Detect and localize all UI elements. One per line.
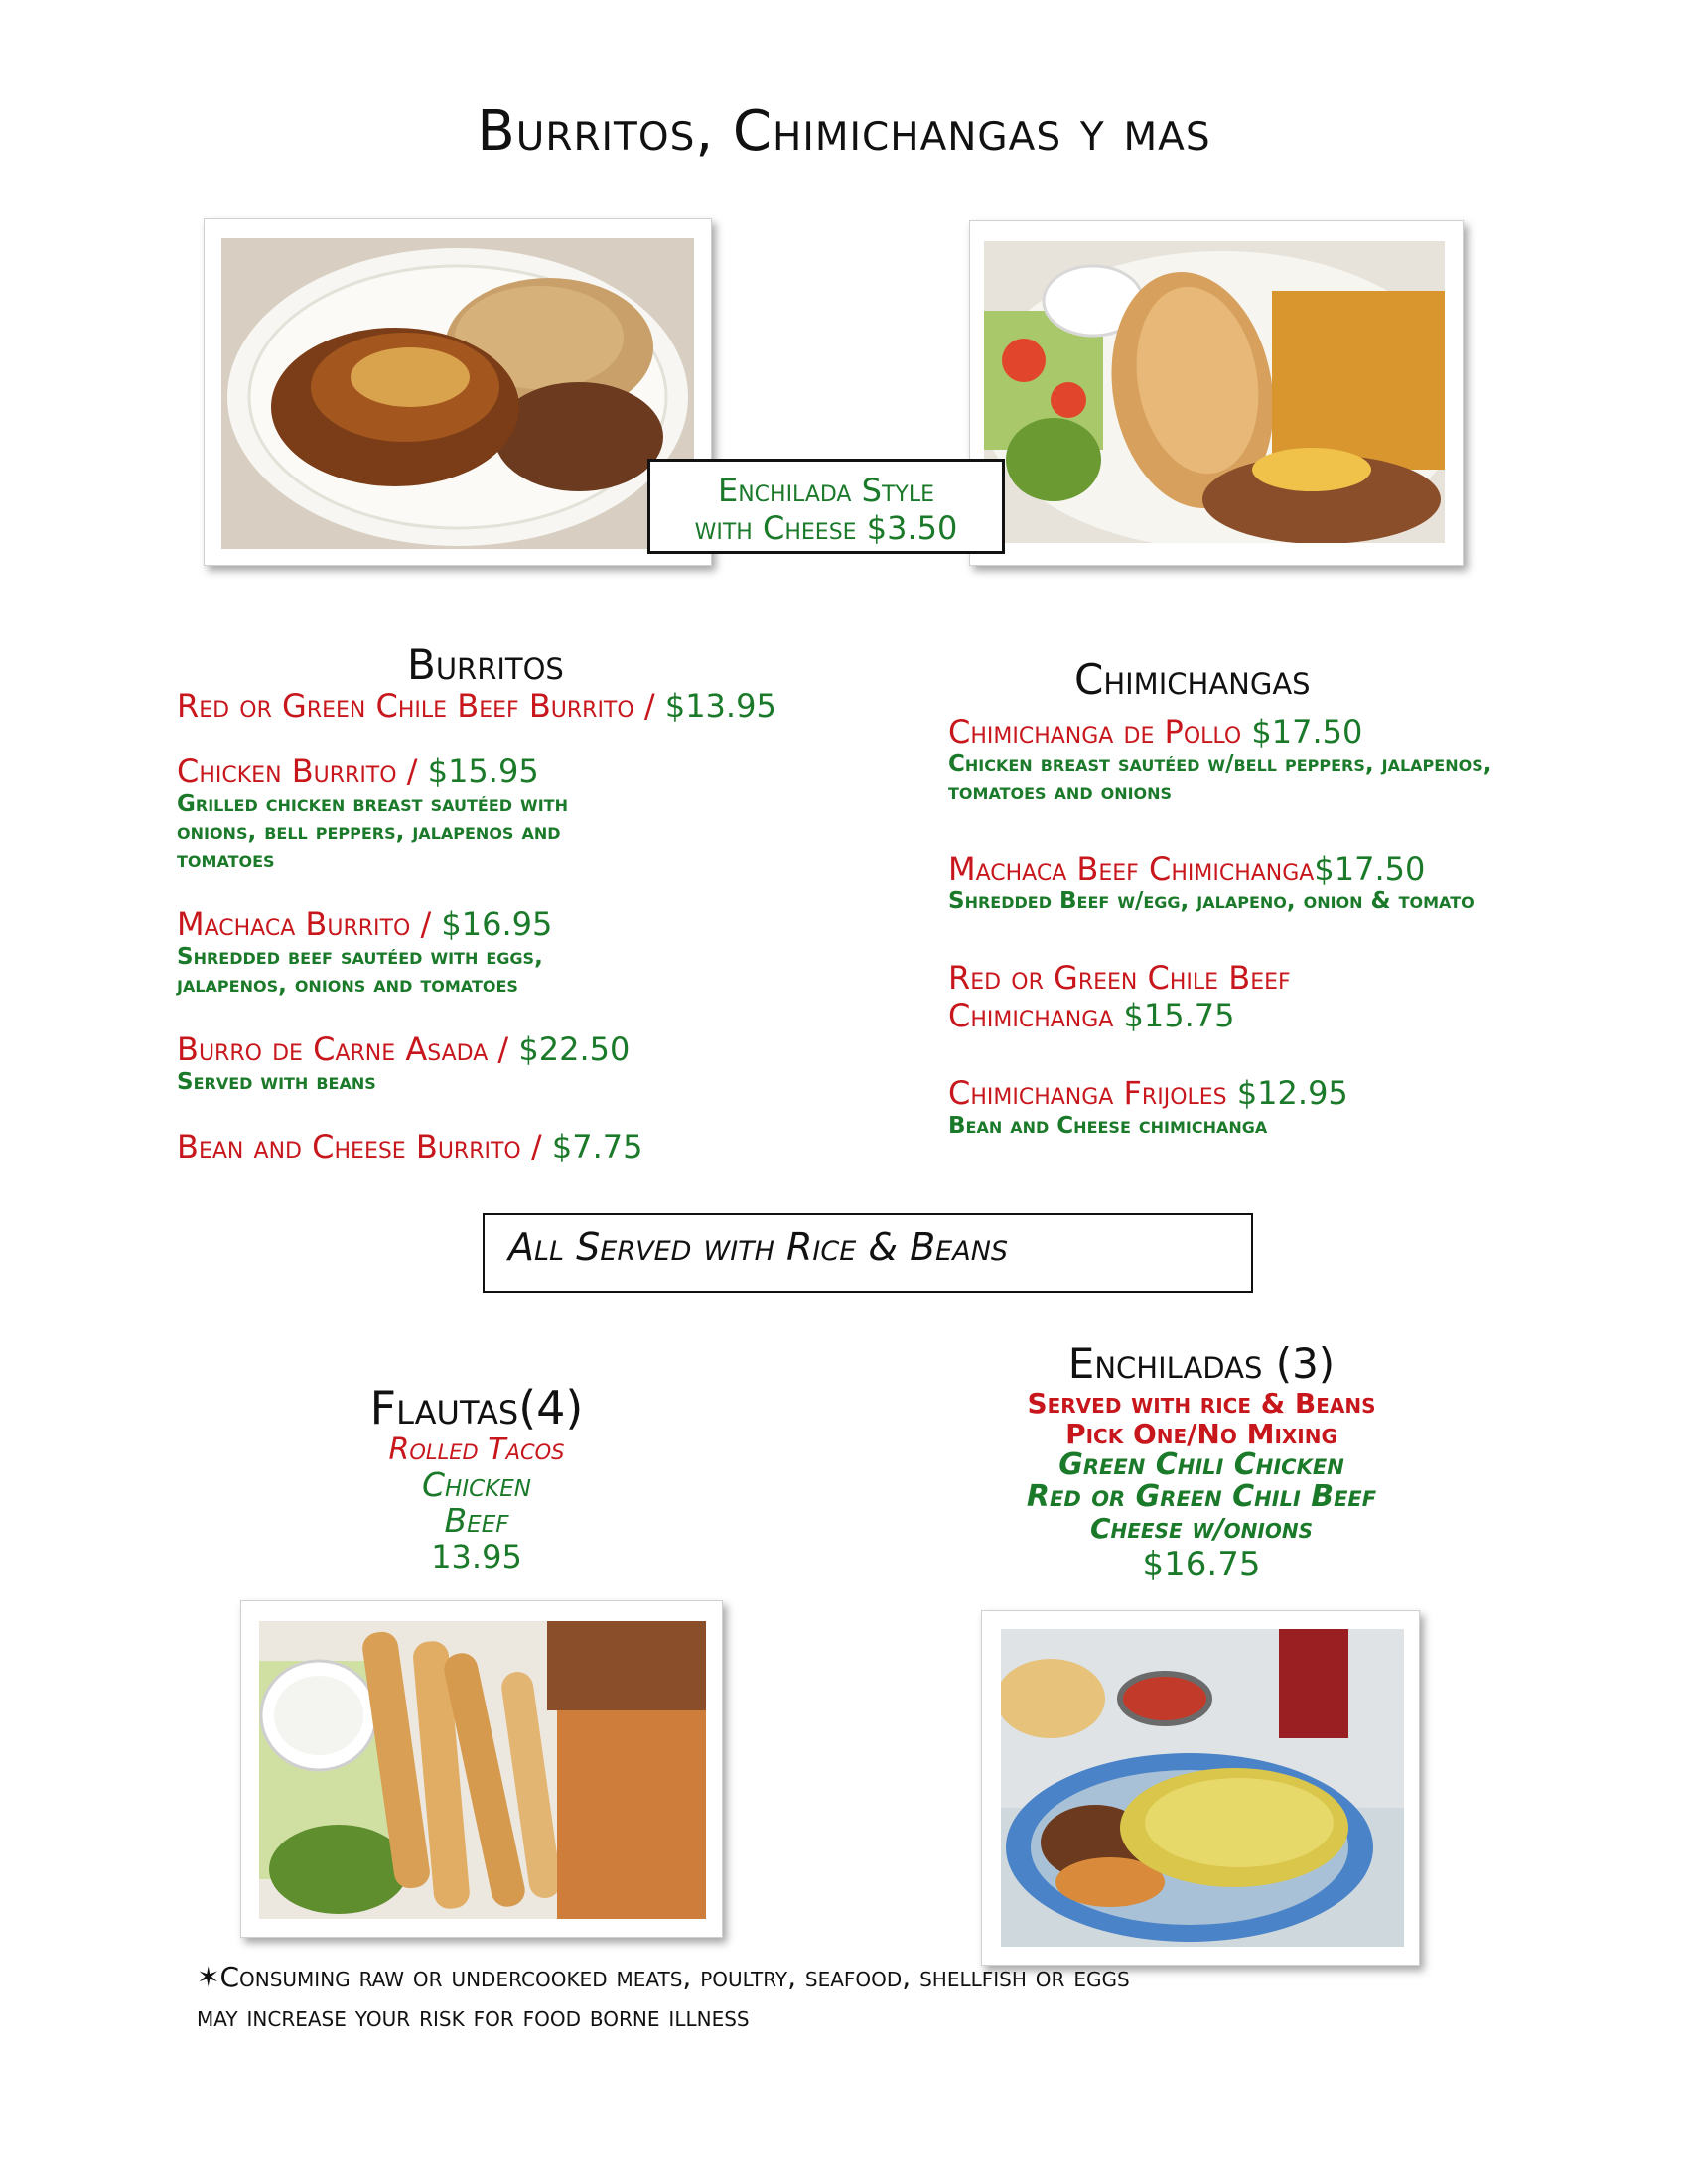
enchiladas-rule: Pick One/No Mixing: [1065, 1418, 1337, 1450]
item-name: Chimichanga de Pollo: [948, 713, 1252, 751]
item-description: Chicken breast sautéed w/bell peppers, jalapenos, tomatoes and onions: [948, 751, 1492, 805]
item-description: Bean and Cheese chimichanga: [948, 1113, 1268, 1139]
enchiladas-block: [894, 1340, 1509, 1584]
menu-item: [948, 959, 1663, 1034]
item-price: $15.75: [1123, 997, 1235, 1034]
enchiladas-price: $16.75: [1142, 1545, 1261, 1584]
flautas-subheading: Rolled Tacos: [388, 1433, 565, 1467]
enchilada-style-callout: [647, 459, 1005, 554]
menu-item: [177, 752, 892, 874]
burritos-heading: Burritos: [407, 640, 564, 689]
enchiladas-subheading: Served with rice & Beans: [1027, 1387, 1376, 1420]
callout-line-2: with Cheese $3.50: [694, 509, 958, 547]
item-name: Machaca Burrito /: [177, 905, 442, 943]
item-description: Grilled chicken breast sautéed with onions, bell peppers, jalapenos and tomatoes: [177, 791, 568, 873]
item-price: $17.50: [1251, 713, 1363, 751]
chimichanga-photo: [969, 220, 1464, 566]
menu-item: [948, 713, 1663, 806]
item-price: $13.95: [664, 687, 776, 725]
item-price: $16.95: [441, 905, 553, 943]
chimichangas-heading: Chimichangas: [1074, 655, 1311, 704]
menu-item: [948, 1074, 1663, 1140]
page-title: Burritos, Chimichangas y mas: [477, 99, 1211, 164]
enchilada-style-photo: [204, 218, 712, 566]
item-price: $7.75: [551, 1128, 643, 1165]
item-name: Chicken Burrito /: [177, 752, 428, 790]
food-safety-disclaimer: [197, 1958, 1587, 2037]
burritos-list: [177, 687, 892, 1165]
disclaimer-line-1: ✶Consuming raw or undercooked meats, poultry, seafood, shellfish or eggs: [197, 1961, 1130, 1993]
enchiladas-photo: [981, 1610, 1420, 1966]
item-description: Shredded beef sautéed with eggs, jalapenos, onions and tomatoes: [177, 944, 543, 998]
flautas-price: 13.95: [431, 1538, 522, 1575]
flautas-option: Chicken: [422, 1465, 531, 1504]
item-name: Chimichanga Frijoles: [948, 1074, 1237, 1112]
item-price: $22.50: [518, 1030, 631, 1068]
menu-item: [948, 850, 1663, 915]
menu-item: [177, 1030, 892, 1096]
menu-item: [177, 905, 892, 999]
flautas-illustration: [259, 1621, 706, 1919]
flautas-heading: Flautas(4): [369, 1381, 584, 1434]
item-name: Red or Green Chile Beef: [948, 959, 1291, 997]
item-name-line-2: Chimichanga: [948, 997, 1124, 1034]
enchiladas-option: Cheese w/onions: [1089, 1512, 1314, 1545]
flautas-photo: [240, 1600, 723, 1938]
item-price: $15.95: [427, 752, 539, 790]
item-name: Bean and Cheese Burrito /: [177, 1128, 552, 1165]
disclaimer-line-2: may increase your risk for food borne illness: [197, 2000, 750, 2033]
enchiladas-option: Green Chili Chicken: [1058, 1447, 1344, 1482]
enchiladas-illustration: [1001, 1629, 1404, 1947]
served-with-note: [483, 1213, 1253, 1293]
flautas-block: [278, 1382, 675, 1574]
served-with-text: All Served with Rice & Beans: [508, 1225, 1009, 1269]
chimichanga-illustration: [984, 241, 1445, 543]
enchiladas-option: Red or Green Chili Beef: [1026, 1479, 1377, 1514]
enchilada-burrito-illustration: [221, 238, 694, 549]
item-name: Red or Green Chile Beef Burrito /: [177, 687, 665, 725]
item-description: Served with beans: [177, 1069, 376, 1095]
enchiladas-heading: Enchiladas (3): [1067, 1339, 1336, 1388]
menu-item: [177, 1128, 892, 1165]
item-name: Burro de Carne Asada /: [177, 1030, 519, 1068]
flautas-option: Beef: [444, 1501, 509, 1540]
item-price: $17.50: [1314, 850, 1426, 887]
item-description: Shredded Beef w/egg, jalapeno, onion & tomato: [948, 888, 1475, 914]
item-name: Machaca Beef Chimichanga: [948, 850, 1315, 887]
chimichangas-list: [948, 713, 1663, 1140]
menu-item: [177, 687, 892, 725]
callout-line-1: Enchilada Style: [717, 472, 934, 509]
item-price: $12.95: [1236, 1074, 1348, 1112]
